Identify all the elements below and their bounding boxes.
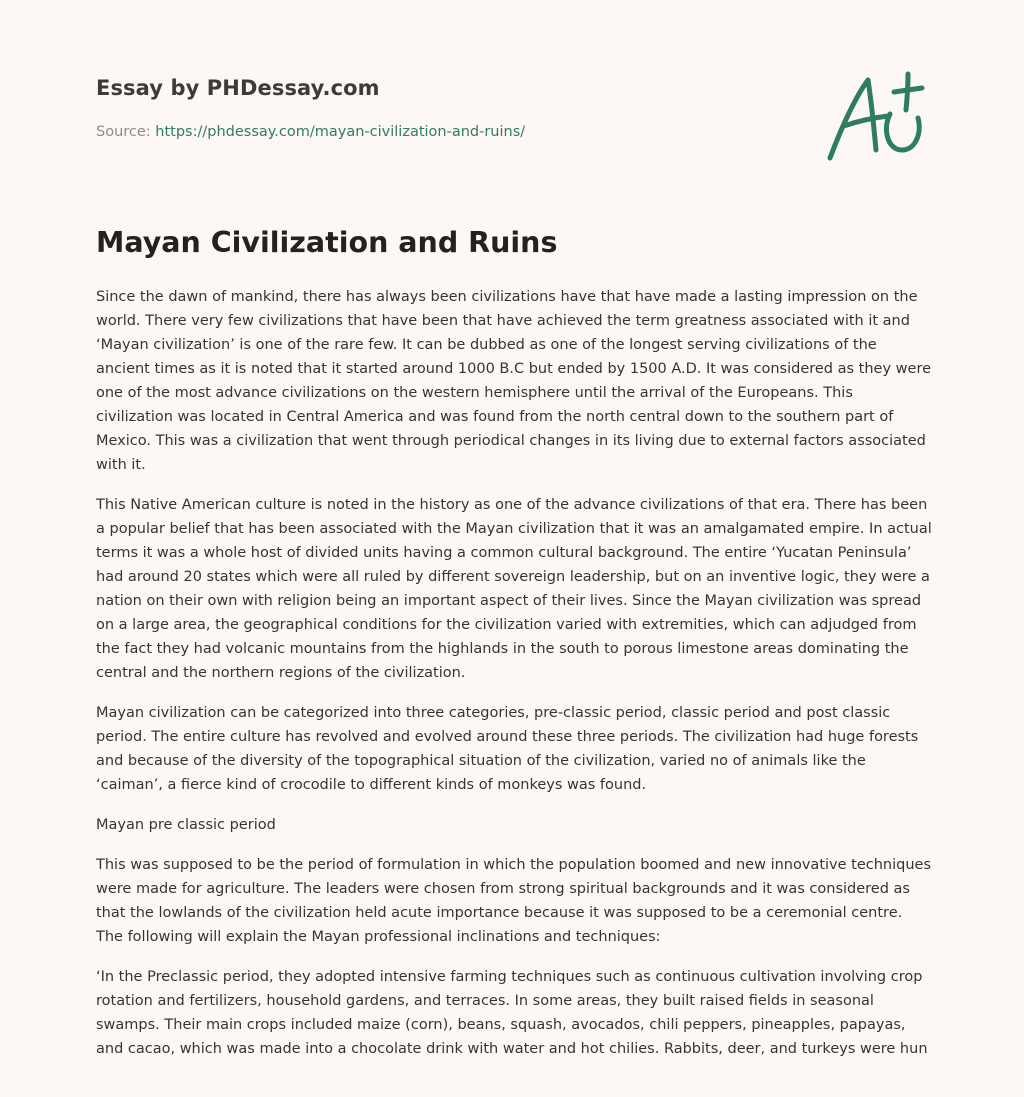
- essay-body: [96, 285, 932, 1077]
- a-plus-grade-icon: [822, 66, 932, 166]
- section-heading: Mayan pre classic period: [96, 817, 276, 833]
- source-line: [96, 124, 525, 140]
- essay-paragraph-2: This Native American culture is noted in the history as one of the advance civilizations of that era. There has been a popular belief that has been associated with the Mayan civilization that it was an amalgamated empire. In actual terms it was a whole host of divided units having a common cultural background. The entire ‘Yucatan Peninsula’ had around 20 states which were all ruled by different sovereign leadership, but on an inventive logic, they were a nation on their own with religion being an important aspect of their lives. Since the Mayan civilization was spread on a large area, the geographical conditions for the civilization varied with extremities, which can adjudged from the fact they had volcanic mountains from the highlands in the south to porous limestone areas dominating the central and the northern regions of the civilization.: [96, 497, 932, 681]
- essay-paragraph-5: ‘In the Preclassic period, they adopted intensive farming techniques such as continuous cultivation involving crop rotation and fertilizers, household gardens, and terraces. In some areas, they built raised fields in seasonal swamps. Their main crops included maize (corn), beans, squash, avocados, chili peppers, pineapples, papayas, and cacao, which was made into a chocolate drink with water and hot chilies. Rabbits, deer, and turkeys were hun: [96, 969, 928, 1057]
- brand-title: Essay by PHDessay.com: [96, 76, 380, 100]
- essay-paragraph-3: Mayan civilization can be categorized into three categories, pre-classic period, classic period and post classic period. The entire culture has revolved and evolved around these three periods. The civilization had huge forests and because of the diversity of the topographical situation of the civilization, varied no of animals like the ‘caiman’, a fierce kind of crocodile to different kinds of monkeys was found.: [96, 705, 919, 793]
- essay-paragraph-4: This was supposed to be the period of formulation in which the population boomed and new innovative techniques were made for agriculture. The leaders were chosen from strong spiritual backgrounds and it was considered as that the lowlands of the civilization held acute importance because it was supposed to be a ceremonial centre. The following will explain the Mayan professional inclinations and techniques:: [96, 857, 931, 945]
- essay-title: Mayan Civilization and Ruins: [96, 226, 558, 259]
- essay-paragraph-1: Since the dawn of mankind, there has always been civilizations have that have made a lasting impression on the world. There very few civilizations that have been that have achieved the term greatness associated with it and ‘Mayan civilization’ is one of the rare few. It can be dubbed as one of the longest serving civilizations of the ancient times as it is noted that it started around 1000 B.C but ended by 1500 A.D. It was considered as they were one of the most advance civilizations on the western hemisphere until the arrival of the Europeans. This civilization was located in Central America and was found from the north central down to the southern part of Mexico. This was a civilization that went through periodical changes in its living due to external factors associated with it.: [96, 289, 932, 473]
- source-label: Source:: [96, 124, 156, 140]
- source-link[interactable]: https://phdessay.com/mayan-civilization-and-ruins/: [155, 124, 526, 140]
